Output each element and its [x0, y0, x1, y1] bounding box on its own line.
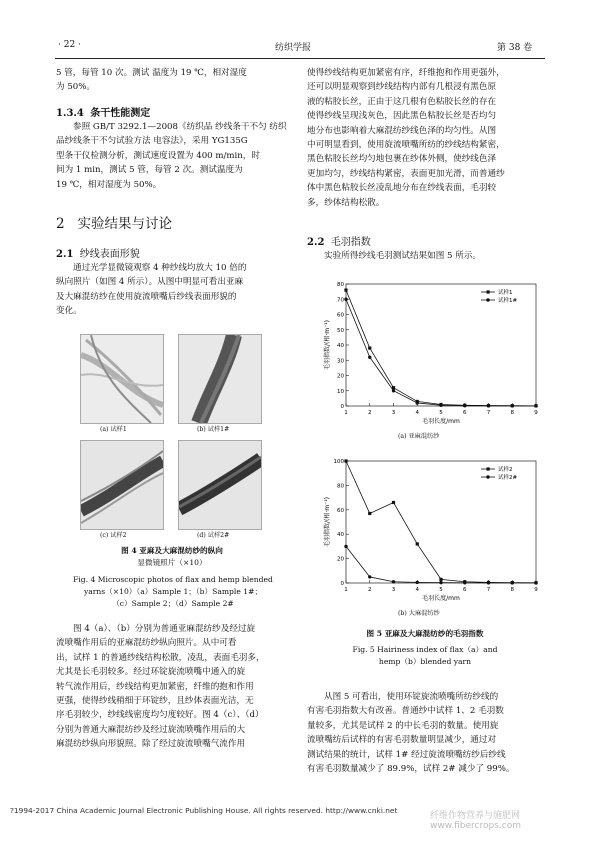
x-tick-label: 7 — [486, 587, 491, 593]
fig4-label-a: (a) 试样1 — [100, 426, 127, 433]
legend-marker — [486, 475, 489, 478]
micrograph-sample1 — [80, 334, 164, 424]
micrograph-sample1-hash — [178, 334, 262, 424]
data-point — [392, 389, 395, 392]
x-tick-label: 3 — [391, 587, 396, 593]
journal-name: 纺织学报 — [275, 43, 312, 53]
y-tick-label: 30 — [337, 358, 344, 365]
watermark: 纤维作物营养与施肥网 www.fibercrops.com — [430, 811, 521, 831]
x-tick-label: 5 — [439, 410, 443, 416]
data-point — [416, 542, 419, 545]
section-2-2-heading: 2.2 毛羽指数 — [307, 237, 371, 248]
x-tick-label: 6 — [463, 410, 467, 416]
fig4-caption-en: Fig. 4 Microscopic photos of flax and hemp blended yarns（×10）（a）Sample 1；（b）Sample 1#； （c）Sample 2；（d）Sample 2# — [73, 575, 273, 608]
section-2-1-text: 通过光学显微镜观察 4 种纱线均放大 10 倍的 纵向照片（如图 4 所示）。从图中明显可看出亚麻 及大麻混纺纱在使用旋流喷嘴后纱线表面形貌的 变化。 — [56, 263, 247, 317]
section-2-heading: 2 实验结果与讨论 — [56, 216, 172, 232]
fig4-caption-cn: 图 4 亚麻及大麻混纺纱的纵向 显微镜照片（×10） — [121, 546, 223, 567]
y-tick-label: 80 — [337, 282, 344, 288]
x-tick-label: 5 — [439, 587, 443, 593]
data-point — [439, 578, 442, 581]
series-line-1 — [346, 299, 536, 406]
data-point — [511, 404, 514, 407]
series-line-1 — [346, 546, 536, 582]
y-tick-label: 40 — [337, 532, 344, 539]
fig5b-subcaption: (b) 大麻混纺纱 — [398, 610, 440, 617]
data-point — [392, 501, 395, 504]
y-tick-label: 60 — [337, 507, 344, 514]
data-point — [416, 401, 419, 404]
x-axis-label: 毛羽长度/mm — [422, 418, 460, 425]
section-1-3-4-heading: 1.3.4 条干性能测定 — [56, 108, 151, 119]
x-tick-label: 2 — [368, 587, 372, 593]
y-tick-label: 80 — [337, 483, 344, 490]
y-tick-label: 20 — [337, 556, 344, 563]
y-axis-label: 毛羽指数/(根·m⁻¹) — [324, 496, 331, 548]
y-tick-label: 100 — [333, 459, 344, 465]
x-tick-label: 8 — [510, 587, 514, 593]
x-axis-label: 毛羽长度/mm — [422, 595, 460, 602]
data-point — [344, 298, 347, 301]
data-point — [463, 404, 466, 407]
yarn-image-b — [179, 335, 261, 423]
section-2-2-text: 实验所得纱线毛羽测试结果如图 5 所示。 — [324, 251, 482, 261]
yarn-image-d — [179, 441, 261, 529]
data-point — [511, 581, 514, 584]
data-point — [344, 545, 347, 548]
left-top-text: 5 管，每管 10 次。测试 温度为 19 ℃，相对湿度 为 50%。 — [56, 68, 247, 93]
legend-marker — [486, 298, 489, 301]
data-point — [534, 581, 537, 584]
data-point — [534, 404, 537, 407]
fig4-label-d: (d) 试样2# — [197, 532, 230, 539]
data-point — [368, 356, 371, 359]
volume-label: 第 38 卷 — [497, 43, 533, 53]
legend-marker — [487, 290, 490, 293]
section-2-1-heading: 2.1 纱线表面形貌 — [56, 249, 140, 260]
legend-label: 试样1# — [498, 298, 518, 304]
y-tick-label: 70 — [337, 297, 344, 304]
x-tick-label: 9 — [534, 410, 538, 416]
y-tick-label: 0 — [340, 404, 344, 410]
y-tick-label: 40 — [337, 343, 344, 349]
yarn-image-a — [81, 335, 163, 423]
x-tick-label: 2 — [368, 410, 372, 416]
y-tick-label: 0 — [340, 581, 344, 587]
y-axis-label: 毛羽指数/(根·m⁻¹) — [324, 319, 331, 371]
micrograph-sample2 — [80, 440, 164, 530]
x-tick-label: 8 — [510, 410, 514, 416]
data-point — [439, 581, 442, 584]
x-tick-label: 4 — [415, 587, 419, 593]
fig5-caption-en: Fig. 5 Hairiness index of flax（a）and hemp（b）blended yarn — [352, 645, 498, 666]
data-point — [487, 404, 490, 407]
data-point — [416, 581, 419, 584]
x-tick-label: 9 — [534, 587, 538, 593]
right-bottom-text: 从图 5 可看出，使用环锭旋流喷嘴所纺纱线的 有害毛羽指数大有改善。普通纱中试样 1、2 毛羽数 量较多，尤其是试样 2 的中长毛羽的数量。使用旋 流喷嘴纺后试样的有害毛羽数量明显减少，通过对 测试结果的统计，试样 1# 经过旋流喷嘴纺纱后纱线 有害毛羽数量减少了 89.9%，试样 2# 减少了 99%。 — [307, 692, 515, 775]
x-tick-label: 4 — [415, 410, 419, 416]
data-point — [368, 512, 371, 515]
data-point — [368, 346, 371, 349]
x-tick-label: 3 — [391, 410, 396, 416]
micrograph-sample2-hash — [178, 440, 262, 530]
page-number: · 22 · — [58, 40, 81, 50]
data-point — [392, 580, 395, 583]
section-1-3-4-text: 参照 GB/T 3292.1—2008《纺织品 纱线条干不匀 纺织 品纱线条干不匀试验方法 电容法》，采用 YG135G 型条干仪检测分析，测试速度设置为 400 m/min，时 间为 1 min，测试 5 管，每管 2 次。测试温度为 19 ℃，相对湿度为 50%。 — [56, 122, 287, 190]
legend-label: 试样2 — [498, 467, 513, 473]
x-tick-label: 1 — [344, 410, 348, 416]
yarn-image-c — [81, 441, 163, 529]
header-rule — [55, 58, 545, 59]
data-point — [344, 459, 347, 462]
y-tick-label: 50 — [337, 327, 344, 334]
fig5b-chart — [318, 453, 543, 605]
data-point — [463, 581, 466, 584]
y-tick-label: 20 — [337, 373, 344, 380]
fig5a-subcaption: (a) 亚麻混纺纱 — [398, 433, 440, 440]
data-point — [368, 575, 371, 578]
copyright-footer: ?1994-2017 China Academic Journal Electronic Publishing House. All rights reserved. http://www.cnki.net — [10, 806, 398, 815]
data-point — [487, 581, 490, 584]
y-tick-label: 10 — [337, 388, 344, 395]
fig4-label-c: (c) 试样2 — [100, 532, 127, 539]
x-tick-label: 7 — [486, 410, 491, 416]
fig5-caption-cn: 图 5 亚麻及大麻混纺纱的毛羽指数 — [366, 629, 484, 638]
fig4-label-b: (b) 试样1# — [197, 426, 230, 433]
y-tick-label: 60 — [337, 312, 344, 319]
series-line-0 — [346, 290, 536, 406]
fig5a-chart — [318, 278, 543, 428]
left-bottom-text: 图 4（a）、（b）分别为普通亚麻混纺纱及经过旋 流喷嘴作用后的亚麻混纺纱纵向照片。从中可看 出，试样 1 的普通纱线结构松散，凌乱，表面毛羽多， 尤其是长毛羽较多。经过环锭旋流喷嘴中通入的旋 转气流作用后，纱线结构更加紧密，纤维的抱和作用 更强，使得纱线稍细于环锭纱，且纱体表面光洁，无 序毛羽较少，纱线线密度均匀度较好。图 4（c）、（d） 分别为普通大麻混纺纱及经过旋流喷嘴作用后的大 麻混纺纱纵向形貌照。除了经过旋流喷嘴气流作用 — [56, 624, 265, 750]
data-point — [344, 289, 347, 292]
legend-label: 试样2# — [498, 475, 518, 481]
x-tick-label: 1 — [344, 587, 348, 593]
x-tick-label: 6 — [463, 587, 467, 593]
legend-marker — [487, 467, 490, 470]
right-top-text: 使得纱线结构更加紧密有序，纤维抱和作用更强外， 还可以明显观察到纱线结构内部有几根浸有黑色原 液的粘胶长丝，正由于这几根有色粘胶长丝的存在 使得纱线呈现浅灰色，因此黑色粘胶长丝是否均匀 地分布也影响着大麻混纺纱线色泽的均匀性。从图 中可明显看到，使用旋流喷嘴所纺的纱线结构紧密， 黑色粘胶长丝均匀地包裹在纱体外侧，使纱线色泽 更加均匀，纱线结构紧密，表面更加光滑，而普通纱 体中黑色粘胶长丝凌乱地分布在纱线表面，毛羽较 多，纱体结构松散。 — [307, 68, 505, 208]
legend-label: 试样1 — [498, 290, 513, 296]
data-point — [439, 404, 442, 407]
